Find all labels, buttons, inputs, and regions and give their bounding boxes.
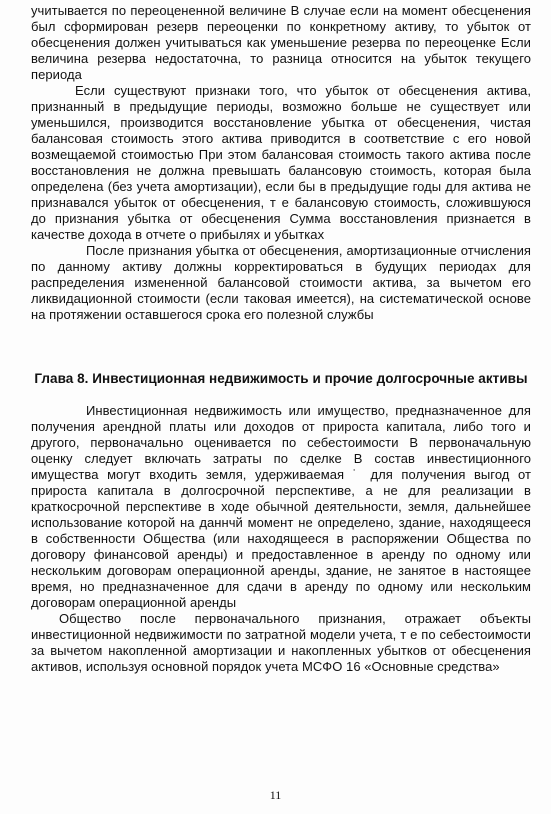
paragraph-depreciation-adjustment: После признания убытка от обесценения, амортизационные отчисления по данному активу должны корректироваться в будущих периодах для распределения измененной балансовой стоимости актива, за вычетом его ликвидационной стоимости (если таковая имеется), на систематической основе на протяжении оставшегося срока его полезной службы [31,243,531,322]
body-text [31,3,531,675]
paragraph-cost-model: Общество после первоначального признания, отражает объекты инвестиционной недвижимости по затратной модели учета, т е по себестоимости за вычетом накопленной амортизации и накопленных убытков от обесценения активов, используя основной порядок учета МСФО 16 «Основные средства» [31,611,531,674]
chapter-heading: Глава 8. Инвестиционная недвижимость и прочие долгосрочные активы [34,371,528,386]
section-gap [31,323,531,370]
paragraph-impairment-reversal: Если существуют признаки того, что убыток от обесценения актива, признанный в предыдущие периоды, возможно больше не существует или уменьшился, производится восстановление убытка от обесценения, чистая балансовая стоимость этого актива приводится в соответствие с его новой возмещаемой стоимостью При этом балансовая стоимость такого актива после восстановления не должна превышать балансовую стоимость, которая была определена (без учета амортизации), если бы в предыдущие годы для актива не признавался убыток от обесценения, т е балансовую стоимость, сложившуюся до признания убытка от обесценения Сумма восстановления признается в качестве дохода в отчете о прибылях и убытках [31,83,531,242]
paragraph-revaluation-continuation: учитывается по переоцененной величине В случае если на момент обесценения был сформирован резерв переоценки по конкретному активу, то убыток от обесценения должен учитываться как уменьшение резерва по переоценке Если величина резерва недостаточна, то разница относится на убыток текущего периода [31,3,531,82]
heading-gap [31,387,531,403]
paragraph-investment-property-definition: Инвестиционная недвижимость или имущество, предназначенное для получения арендной платы или доходов от прироста капитала, либо того и другого, первоначально оценивается по себестоимости В первоначальную оценку следует включать затраты по сделке В состав инвестиционного имущества могут входить земля, удерживаемая ˙ для получения выгод от прироста капитала в долгосрочной перспективе, а не для реализации в краткосрочной перспективе в ходе обычной деятельности, земля, дальнейшее использование которой на даннчй момент не определено, здание, находящееся в собственности Общества (или находящееся в распоряжении Общества по договору финансовой аренды) и предоставленное в аренду по одному или нескольким договорам операционной аренды, здание, не занятое в настоящее время, но предназначенное для сдачи в аренду по одному или нескольким договорам операционной аренды [31,403,531,610]
page-number: 11 [269,788,282,802]
